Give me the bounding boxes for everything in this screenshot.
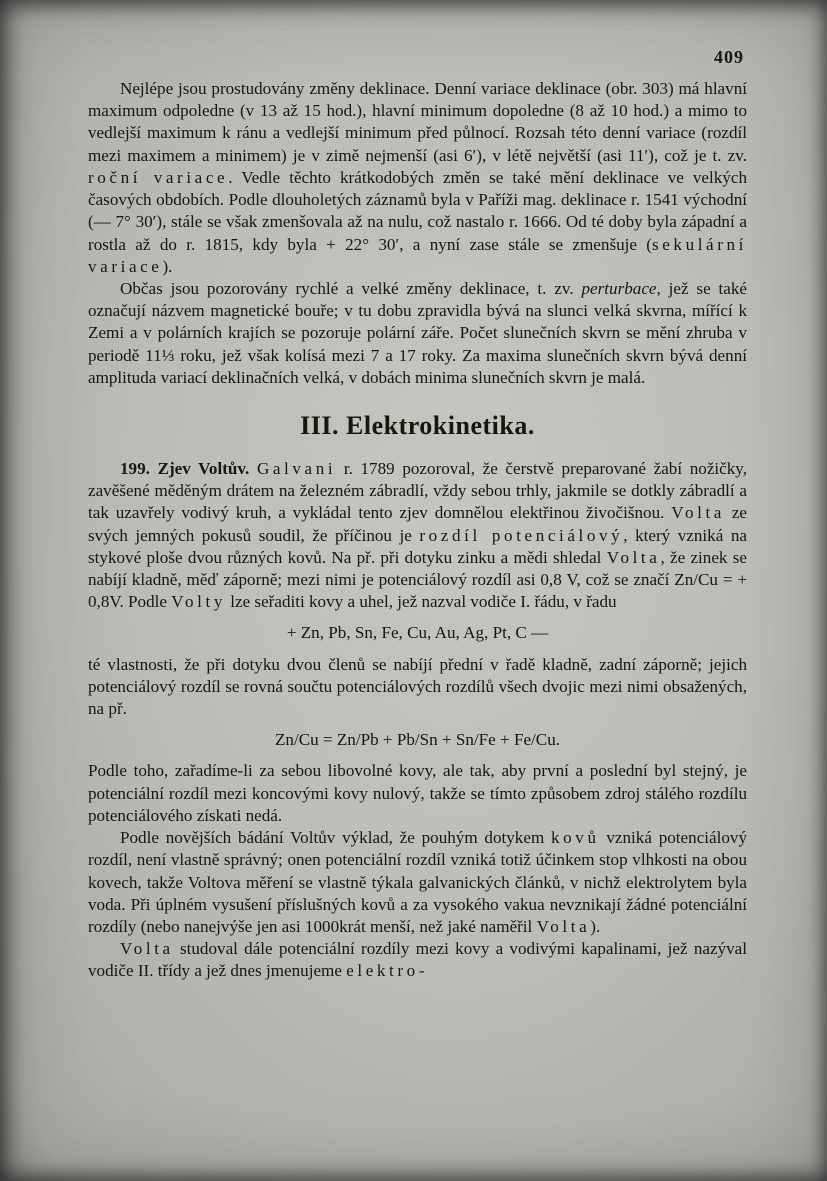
- text-segment: ).: [162, 256, 173, 276]
- text-content: [88, 78, 747, 983]
- text-segment: Nejlépe jsou prostudovány změny deklinace. Denní variace deklinace (obr. 303) má hlavní maximum odpoledne (v 13 až 15 hod.), hlavní minimum dopoledne (8 až 10 hod.) a mimo to vedlejší maximum k ránu a vedlejší minimum před půlnocí. Rozsah této denní variace (rozdíl mezi maximem a minimem) je v zimě nejmenší (asi 6′), v létě největší (asi 11′), což je t. zv.: [88, 79, 747, 165]
- paragraph: [88, 760, 747, 827]
- paragraph: [88, 278, 747, 389]
- text-segment: Volta: [536, 917, 591, 937]
- text-segment: Galvani: [256, 458, 337, 478]
- text-segment: , jež se také označují názvem magnetické bouře; v tu dobu zpravidla bývá na slunci velká skvrna, mířící k Zemi a v polárních krajích se pozoruje polární záře. Počet slunečních skvrn se mění zhruba v periodě 11⅓ roku, jež však kolísá mezi 7 a 17 roky. Za maxima slunečních skvrn bývá denní amplituda variací deklinačních velká, v dobách minima slunečních skvrn je malá.: [88, 278, 747, 387]
- formula: [88, 729, 747, 751]
- formula: [88, 622, 747, 644]
- text-segment: rozdíl potenciálový: [419, 525, 624, 545]
- heading: [88, 409, 747, 443]
- text-segment: , který vzniká na stykové ploše dvou různých kovů. Na př. při dotyku zinku a mědi shledal: [88, 525, 747, 567]
- text-segment: r. 1789 pozoroval, že čerstvě preparované žabí nožičky, zavěšené měděným drátem na železném zábradlí, vždy sebou trhly, jakmile se dotkly zábradlí a tak uzavřely vodivý kruh, a vykládal tento zjev domnělou elektřinou živočišnou.: [88, 458, 747, 523]
- text-segment: Podle toho, zařadíme-li za sebou libovolné kovy, ale tak, aby první a poslední byl stejný, je potenciální rozdíl mezi koncovými kovy nulový, takže se tímto způsobem zdroj stálého rozdílu potenciálového získati nedá.: [88, 761, 747, 825]
- text-segment: vzniká potenciálový rozdíl, není vlastně správný; onen potenciální rozdíl vzniká totiž účinkem stop vlhkosti na obou kovech, takže Voltova měření se vlastně týkala galvanických článků, v nichž elektrolytem byla voda. Při úplném vysušení příslušných kovů a za vysokého vakua nevznikají žádné potenciální rozdíly (nebo nanejvýše jen asi 1000krát menší, než jaké naměřil: [88, 828, 748, 937]
- text-segment: perturbace: [581, 278, 657, 298]
- text-segment: kovů: [551, 828, 600, 848]
- text-segment: roční variace: [88, 167, 229, 187]
- text-segment: Občas jsou pozorovány rychlé a velké změny deklinace, t. zv.: [120, 278, 582, 298]
- text-segment: té vlastnosti, že při dotyku dvou členů se nabíjí přední v řadě kladně, zadní záporně; jejich potenciálový rozdíl se rovná součtu potenciálových rozdílů všech dvojic mezi nimi obsažených, na př.: [88, 654, 747, 719]
- paragraph: [88, 827, 747, 938]
- text-segment: Volta: [120, 939, 174, 959]
- text-segment: Podle novějších bádání Voltův výklad, že pouhým dotykem: [120, 828, 552, 848]
- text-segment: III. Elektrokinetika.: [300, 411, 535, 441]
- paragraph: [88, 654, 747, 721]
- text-segment: lze seřaditi kovy a uhel, jež nazval vodiče I. řádu, v řadu: [225, 592, 617, 612]
- text-segment: studoval dále potenciální rozdíly mezi kovy a vodivými kapalinami, jež nazýval vodiče II. třídy a jež dnes jmenujeme: [88, 939, 747, 981]
- text-segment: Volty: [171, 592, 226, 612]
- text-segment: Volta: [606, 547, 661, 567]
- text-segment: [249, 459, 257, 478]
- paragraph: [88, 78, 747, 278]
- text-segment: ze svých jemných pokusů soudil, že příčinou je: [88, 503, 748, 545]
- text-segment: Volta: [671, 503, 725, 523]
- text-segment: elektro-: [346, 961, 429, 981]
- text-segment: ).: [590, 917, 601, 937]
- paragraph: [88, 458, 747, 614]
- text-segment: + Zn, Pb, Sn, Fe, Cu, Au, Ag, Pt, C —: [286, 623, 549, 643]
- paragraph: [88, 938, 747, 982]
- text-segment: , že zinek se nabíjí kladně, měď záporně; mezi nimi je potenciálový rozdíl asi 0,8 V, což se značí Zn/Cu = + 0,8V. Podle: [88, 547, 748, 612]
- text-segment: 199. Zjev Voltův.: [120, 458, 250, 478]
- page-number: 409: [714, 47, 744, 67]
- text-segment: sekulární variace: [88, 234, 747, 276]
- text-segment: Zn/Cu = Zn/Pb + Pb/Sn + Sn/Fe + Fe/Cu.: [274, 730, 561, 750]
- text-segment: . Vedle těchto krátkodobých změn se také mění deklinace ve velkých časových obdobích. Podle dlouholetých záznamů byla v Paříži mag. deklinace r. 1541 východní (— 7° 30′), stále se však zmenšovala až na nulu, což nastalo r. 1666. Od té doby byla západní a rostla až do r. 1815, kdy byla + 22° 30′, a nyní zase stále se zmenšuje (: [88, 167, 747, 254]
